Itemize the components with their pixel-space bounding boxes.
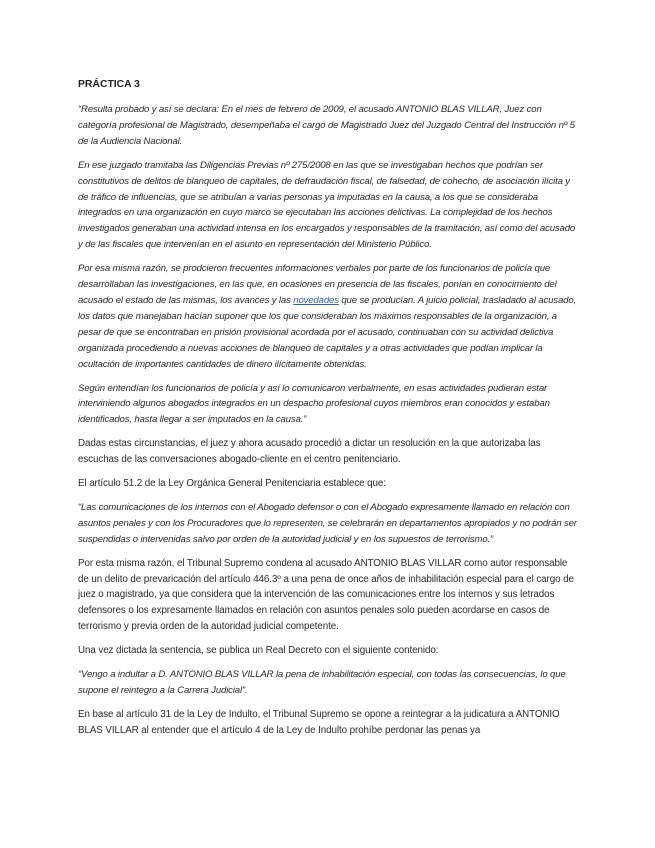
paragraph-article-quote: “Las comunicaciones de los internos con el Abogado defensor o con el Abogado expresamente llamado en relación con asuntos penales y con los Procuradores que lo representen, se celebrarán en departamentos apropiados y no podrán ser suspendidas o intervenidas salvo por orden de la autoridad judicial y en los supuestos de terrorismo.” xyxy=(78,501,577,545)
paragraph-pardon-law: En base al artículo 31 de la Ley de Indulto, el Tribunal Supremo se opone a reintegrar a la judicatura a ANTONIO BLAS VILLAR al entender que el artículo 4 de la Ley de Indulto prohíbe perdonar las penas ya xyxy=(78,708,560,736)
document-body xyxy=(78,78,580,747)
paragraph-royal-decree-quote: “Vengo a indultar a D. ANTONIO BLAS VILLAR la pena de inhabilitación especial, con todas las consecuencias, lo que supone el reintegro a la Carrera Judicial”. xyxy=(78,669,566,696)
paragraph-supreme-court-ruling: Por esta misma razón, el Tribunal Supremo condena al acusado ANTONIO BLAS VILLAR como autor responsable de un delito de prevaricación del artículo 446.3º a una pena de once años de inhabilitación especial para el cargo de juez o magistrado, ya que considera que la intervención de las comunicaciones entre los internos y sus letrados defensores o los expresamente llamados en relación con asuntos penales solo pueden acordarse en casos de terrorismo y previa orden de la autoridad judicial competente. xyxy=(78,557,574,633)
paragraph-royal-decree-intro: Una vez dictada la sentencia, se publica un Real Decreto con el siguiente contenido: xyxy=(78,645,439,657)
paragraph-text-part: que se producían. A juicio policial, trasladado al acusado, los datos que manejaban hacían suponer que los que consideraban los máximos responsables de la organización, a pesar de que se encontraban en prisión provisional acordada por el acusado, continuaban con su actividad delictiva organizada procediendo a nuevas acciones de blanqueo de capitales y a otras actividades que podían implicar la ocultación de importantes cantidades de dinero ilícitamente obtenidas. xyxy=(78,294,577,370)
paragraph-facts-intro: “Resulta probado y así se declara: En el mes de febrero de 2009, el acusado ANTONIO BLAS VILLAR, Juez con categoría profesional de Magistrado, desempeñaba el cargo de Magistrado Juez del Juzgado Central del Instrucción nº 5 de la Audiencia Nacional. xyxy=(78,104,575,147)
paragraph-circumstances: Dadas estas circunstancias, el juez y ahora acusado procedió a dictar un resolución en la que autorizaba las escuchas de las conversaciones abogado-cliente en el centro penitenciario. xyxy=(78,438,541,466)
paragraph-police-information xyxy=(78,261,580,372)
paragraph-investigation: En ese juzgado tramitaba las Diligencias Previas nº 275/2008 en las que se investigaban hechos que podrían ser constitutivos de delitos de blanqueo de capitales, de defraudación fiscal, de falsedad, de cohecho, de asociación ilícita y de tráfico de influencias, que se atribuían a varias personas ya imputadas en la causa, a los que se consideraba integrados en una organización en cuyo marco se ejecutaban las acciones delictivas. La complejidad de los hechos investigados generaban una actividad intensa en los encargados y responsables de la tramitación, así como del acusado y de las fiscales que intervenían en el asunto en representación del Ministerio Público. xyxy=(78,159,576,251)
paragraph-lawyers: Según entendían los funcionarios de policía y así lo comunicaron verbalmente, en esas actividades pudieran estar interviniendo algunos abogados integrados en un despacho profesional cuyos miembros eran conocidos y estaban identificados, hasta llegar a ser imputados en la causa.” xyxy=(78,382,550,426)
novedades-link[interactable]: novedades xyxy=(293,294,339,306)
paragraph-article-intro: El artículo 51.2 de la Ley Orgánica General Penitenciaria establece que: xyxy=(78,478,386,490)
paragraph-text-part: Por esa misma razón, se prodcieron frecuentes informaciones verbales por parte de los funcionarios de policía que desarrollaban las investigaciones, en las que, en ocasiones en presencia de las fiscales, ponían en conocimiento del acusado el estado de las mismas, los avances y las xyxy=(78,263,557,306)
document-title: PRÁCTICA 3 xyxy=(78,79,140,90)
